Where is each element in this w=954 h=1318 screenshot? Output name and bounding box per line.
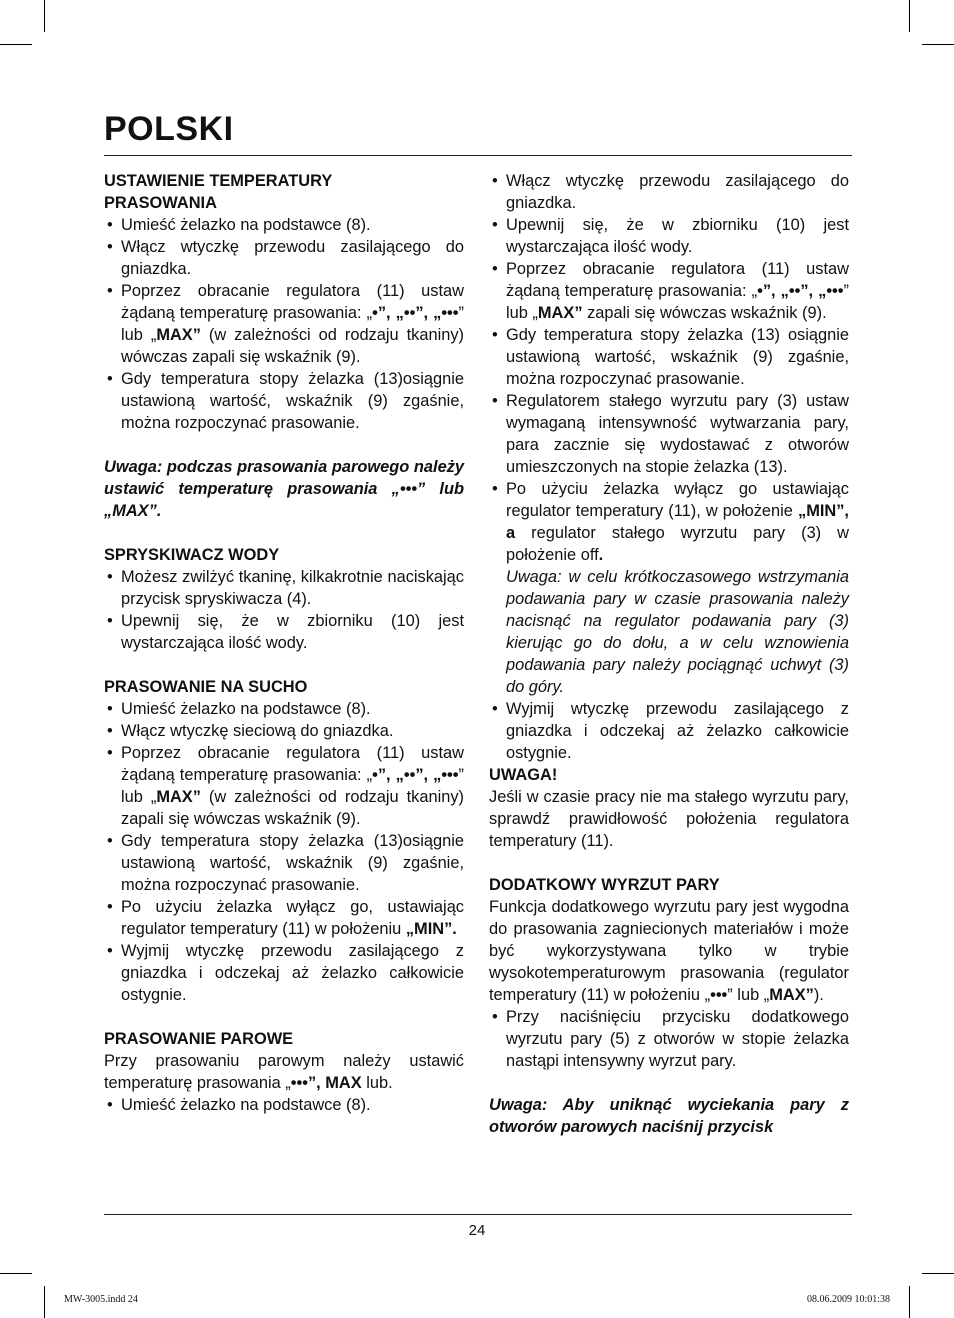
text: . <box>598 546 604 564</box>
dot-symbol: ••• <box>441 304 459 322</box>
list-item <box>104 280 464 368</box>
text: (w zależności od rodzaju tkaniny) wówczas zapali się wskaźnik (9). <box>121 326 464 366</box>
section-heading-temperature <box>104 170 464 214</box>
max-label: MAX” <box>156 326 201 344</box>
text: ”, „ <box>415 766 442 784</box>
footer-rule <box>104 1214 852 1215</box>
max-label: MAX” <box>769 986 814 1004</box>
list-steam-ironing <box>104 1094 464 1116</box>
text: Poprzez obracanie regulatora (11) ustaw żądaną temperaturę prasowania: „ <box>506 260 849 300</box>
list-item: • Włącz wtyczkę przewodu zasilającego do gniazdka. <box>104 236 464 280</box>
section-heading-steam-ironing: PRASOWANIE PAROWE <box>104 1030 294 1048</box>
list-item: • Umieść żelazko na podstawce (8). <box>104 698 464 720</box>
list-temperature <box>104 214 464 434</box>
section-heading-caution: UWAGA! <box>489 766 558 784</box>
list-item: • Regulatorem stałego wyrzutu pary (3) ustaw wymaganą intensywność wytwarzania pary, para zacznie się wydostawać z otworów umieszczonych na stopie żelazka (13). <box>489 390 849 478</box>
text: (w zależności od rodzaju tkaniny) zapali się wówczas wskaźnik (9). <box>121 788 464 828</box>
dot-symbol: • <box>757 282 763 300</box>
text: ” lub „ <box>121 304 464 344</box>
dot-symbol: •• <box>403 766 416 784</box>
list-item: • Gdy temperatura stopy żelazka (13) osiągnie ustawioną wartość, wskaźnik (9) zgaśnie, można rozpoczynać prasowanie. <box>489 324 849 390</box>
section-heading-extra-steam: DODATKOWY WYRZUT PARY <box>489 876 720 894</box>
list-extra-steam <box>489 1006 849 1072</box>
page-title: POLSKI <box>104 110 234 148</box>
min-label: „MIN”, a <box>506 502 849 542</box>
list-item: • Umieść żelazko na podstawce (8). <box>104 214 464 236</box>
slug-timestamp: 08.06.2009 10:01:38 <box>806 1294 890 1305</box>
text: ”, „ <box>800 282 827 300</box>
text: Po użyciu żelazka wyłącz go ustawiając regulator temperatury (11), w położenie <box>506 480 849 520</box>
list-item: • Przy naciśnięciu przycisku dodatkowego wyrzutu pary (5) z otworów w stopie żelazka nastąpi intensywny wyrzut pary. <box>489 1006 849 1072</box>
section-heading-sprayer: SPRYSKIWACZ WODY <box>104 546 280 564</box>
heading-line-2: PRASOWANIA <box>104 194 217 212</box>
text: lub. <box>361 1074 393 1092</box>
text: regulator stałego wyrzutu pary (3) w położenie off <box>506 524 849 564</box>
text: Funkcja dodatkowego wyrzutu pary jest wygodna do prasowania zagniecionych materiałów i może być wykorzystywana tylko w trybie wysokotemperaturowym prasowania (regulator temperatury (11) w położeniu „ <box>489 898 849 1004</box>
text: ”, „ <box>377 766 404 784</box>
header-rule <box>104 155 852 156</box>
list-item <box>104 742 464 830</box>
warning-note: Uwaga: podczas prasowania parowego należy ustawić temperaturę prasowania „•••” lub „MAX”. <box>104 458 464 520</box>
text: ”, „ <box>415 304 442 322</box>
warning-note: Uwaga: Aby uniknąć wyciekania pary z otworów parowych naciśnij przycisk <box>489 1096 849 1136</box>
text: ” lub „ <box>727 986 770 1004</box>
list-sprayer <box>104 566 464 654</box>
list-item: • Gdy temperatura stopy żelazka (13)osiągnie ustawioną wartość, wskaźnik (9) zgaśnie, można rozpoczynać prasowanie. <box>104 830 464 896</box>
crop-mark-top-right-h <box>922 44 954 45</box>
crop-mark-bottom-left <box>44 1286 45 1318</box>
dot-symbol: • <box>372 766 378 784</box>
left-column <box>104 170 464 1116</box>
list-item: • Możesz zwilżyć tkaninę, kilkakrotnie naciskając przycisk spryskiwacza (4). <box>104 566 464 610</box>
text: Poprzez obracanie regulatora (11) ustaw żądaną temperaturę prasowania: „ <box>121 282 464 322</box>
slug-file: MW-3005.indd 24 <box>64 1294 138 1305</box>
max-label: MAX” <box>156 788 201 806</box>
crop-mark-top-left <box>44 0 45 32</box>
list-item <box>489 258 849 324</box>
max-label: MAX” <box>537 304 583 322</box>
crop-mark-bottom-right <box>909 1286 910 1318</box>
text: ). <box>813 986 824 1004</box>
note: Uwaga: w celu krótkoczasowego wstrzymania podawania pary w czasie prasowania należy nacisnąć na regulator podawania pary (3) kierując go do dołu, a w celu wznowienia podawania pary należy pociągnąć uchwyt (3) do góry. <box>506 568 849 696</box>
list-item: • Upewnij się, że w zbiorniku (10) jest wystarczająca ilość wody. <box>489 214 849 258</box>
dot-symbol: •• <box>788 282 801 300</box>
text: zapali się wówczas wskaźnik (9). <box>582 304 827 322</box>
crop-mark-top-left-h <box>0 44 32 45</box>
heading-line-1: USTAWIENIE TEMPERATURY <box>104 172 333 190</box>
section-heading-dry-ironing: PRASOWANIE NA SUCHO <box>104 678 308 696</box>
dot-symbol: •• <box>403 304 416 322</box>
text: ” lub „ <box>506 282 849 322</box>
dot-symbol: • <box>372 304 378 322</box>
text: ”, „ <box>377 304 404 322</box>
text: ” lub „ <box>121 766 464 806</box>
list-item: • Umieść żelazko na podstawce (8). <box>104 1094 464 1116</box>
dot-symbol: ••• <box>441 766 459 784</box>
text: ”, „ <box>762 282 789 300</box>
list-item: • Wyjmij wtyczkę przewodu zasilającego z gniazdka i odczekaj aż żelazko całkowicie ostygnie. <box>489 698 849 764</box>
dot-symbol: ••• <box>826 282 844 300</box>
list-item: • Włącz wtyczkę przewodu zasilającego do gniazdka. <box>489 170 849 214</box>
list-item <box>104 896 464 940</box>
text: Poprzez obracanie regulatora (11) ustaw żądaną temperaturę prasowania: „ <box>121 744 464 784</box>
min-label: „MIN”. <box>405 920 457 938</box>
crop-mark-bottom-right-h <box>922 1273 954 1274</box>
crop-mark-bottom-left-h <box>0 1273 32 1274</box>
list-dry-ironing <box>104 698 464 1006</box>
crop-mark-top-right <box>909 0 910 32</box>
dot-symbol: ••• <box>710 986 728 1004</box>
list-item: • Upewnij się, że w zbiorniku (10) jest wystarczająca ilość wody. <box>104 610 464 654</box>
list-item: • Gdy temperatura stopy żelazka (13)osiągnie ustawioną wartość, wskaźnik (9) zgaśnie, można rozpoczynać prasowanie. <box>104 368 464 434</box>
paragraph: Jeśli w czasie pracy nie ma stałego wyrzutu pary, sprawdź prawidłowość położenia regulatora temperatury (11). <box>489 788 849 850</box>
paragraph <box>489 896 849 1006</box>
right-column <box>489 170 849 1138</box>
dot-symbol: •••”, MAX <box>290 1074 362 1092</box>
list-item: • Wyjmij wtyczkę przewodu zasilającego z gniazdka i odczekaj aż żelazko całkowicie ostygnie. <box>104 940 464 1006</box>
text: Przy prasowaniu parowym należy ustawić temperaturę prasowania „ <box>104 1052 464 1092</box>
list-steam-ironing-cont <box>489 170 849 764</box>
text: Po użyciu żelazka wyłącz go, ustawiając regulator temperatury (11) w położeniu <box>121 898 464 938</box>
list-item <box>489 478 849 698</box>
paragraph <box>104 1050 464 1094</box>
list-item: • Włącz wtyczkę sieciową do gniazdka. <box>104 720 464 742</box>
page-number: 24 <box>468 1222 486 1239</box>
